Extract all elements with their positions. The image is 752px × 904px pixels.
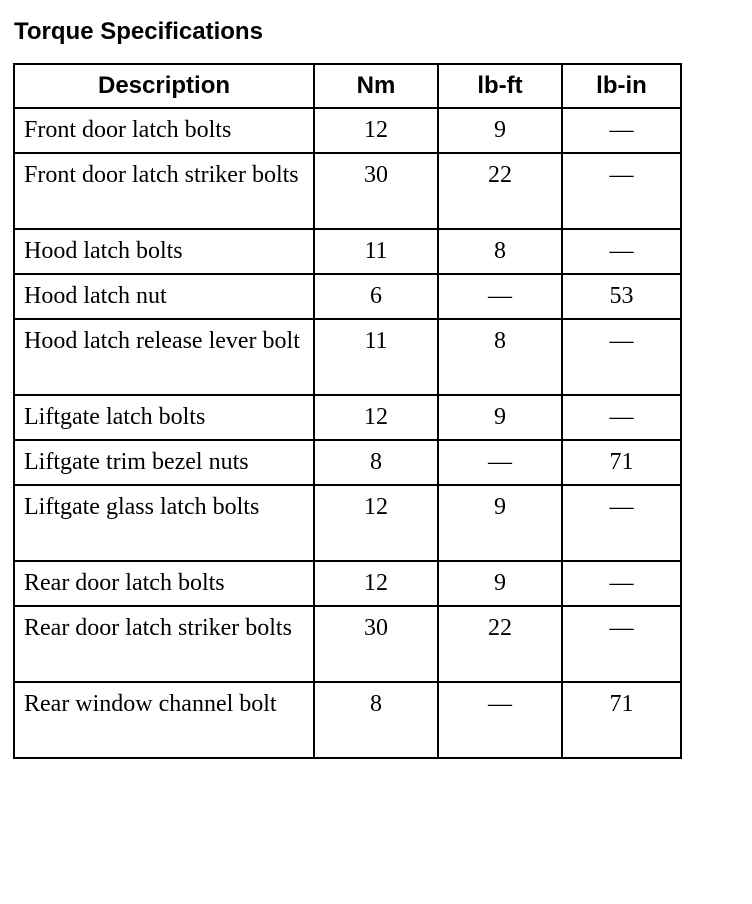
cell-lb-ft: — xyxy=(438,440,562,485)
cell-lb-in: — xyxy=(562,229,681,274)
table-row xyxy=(14,229,681,274)
cell-nm: 12 xyxy=(314,561,438,606)
cell-description: Rear door latch bolts xyxy=(14,561,314,606)
cell-lb-ft: — xyxy=(438,682,562,758)
cell-description: Hood latch release lever bolt xyxy=(14,319,314,395)
cell-description: Hood latch bolts xyxy=(14,229,314,274)
cell-description: Rear window channel bolt xyxy=(14,682,314,758)
cell-lb-in: — xyxy=(562,485,681,561)
cell-lb-ft: 22 xyxy=(438,606,562,682)
cell-nm: 30 xyxy=(314,606,438,682)
cell-nm: 8 xyxy=(314,440,438,485)
table-row xyxy=(14,682,681,758)
table-header-row xyxy=(14,64,681,108)
cell-description: Front door latch striker bolts xyxy=(14,153,314,229)
cell-nm: 6 xyxy=(314,274,438,319)
cell-nm: 12 xyxy=(314,485,438,561)
table-row xyxy=(14,395,681,440)
table-row xyxy=(14,485,681,561)
column-header-nm: Nm xyxy=(314,64,438,108)
table-row xyxy=(14,153,681,229)
cell-lb-in: 71 xyxy=(562,440,681,485)
cell-nm: 30 xyxy=(314,153,438,229)
cell-lb-ft: 8 xyxy=(438,229,562,274)
table-row xyxy=(14,274,681,319)
page-title: Torque Specifications xyxy=(14,18,263,45)
cell-lb-in: — xyxy=(562,319,681,395)
cell-lb-ft: 22 xyxy=(438,153,562,229)
column-header-description: Description xyxy=(14,64,314,108)
table-row xyxy=(14,108,681,153)
cell-lb-in: — xyxy=(562,561,681,606)
cell-lb-in: 71 xyxy=(562,682,681,758)
cell-nm: 12 xyxy=(314,395,438,440)
torque-specifications-table xyxy=(13,63,682,759)
cell-lb-in: 53 xyxy=(562,274,681,319)
cell-lb-ft: 8 xyxy=(438,319,562,395)
table-row xyxy=(14,606,681,682)
cell-lb-ft: 9 xyxy=(438,485,562,561)
table-row xyxy=(14,561,681,606)
cell-lb-in: — xyxy=(562,108,681,153)
column-header-lb-ft: lb-ft xyxy=(438,64,562,108)
cell-description: Liftgate trim bezel nuts xyxy=(14,440,314,485)
cell-lb-in: — xyxy=(562,153,681,229)
cell-nm: 11 xyxy=(314,319,438,395)
cell-lb-ft: 9 xyxy=(438,108,562,153)
cell-description: Hood latch nut xyxy=(14,274,314,319)
cell-description: Liftgate latch bolts xyxy=(14,395,314,440)
cell-lb-ft: — xyxy=(438,274,562,319)
cell-lb-ft: 9 xyxy=(438,561,562,606)
cell-nm: 11 xyxy=(314,229,438,274)
cell-description: Rear door latch striker bolts xyxy=(14,606,314,682)
cell-nm: 8 xyxy=(314,682,438,758)
column-header-lb-in: lb-in xyxy=(562,64,681,108)
table-row xyxy=(14,440,681,485)
table-row xyxy=(14,319,681,395)
cell-lb-in: — xyxy=(562,395,681,440)
cell-nm: 12 xyxy=(314,108,438,153)
cell-lb-in: — xyxy=(562,606,681,682)
cell-description: Liftgate glass latch bolts xyxy=(14,485,314,561)
cell-description: Front door latch bolts xyxy=(14,108,314,153)
cell-lb-ft: 9 xyxy=(438,395,562,440)
